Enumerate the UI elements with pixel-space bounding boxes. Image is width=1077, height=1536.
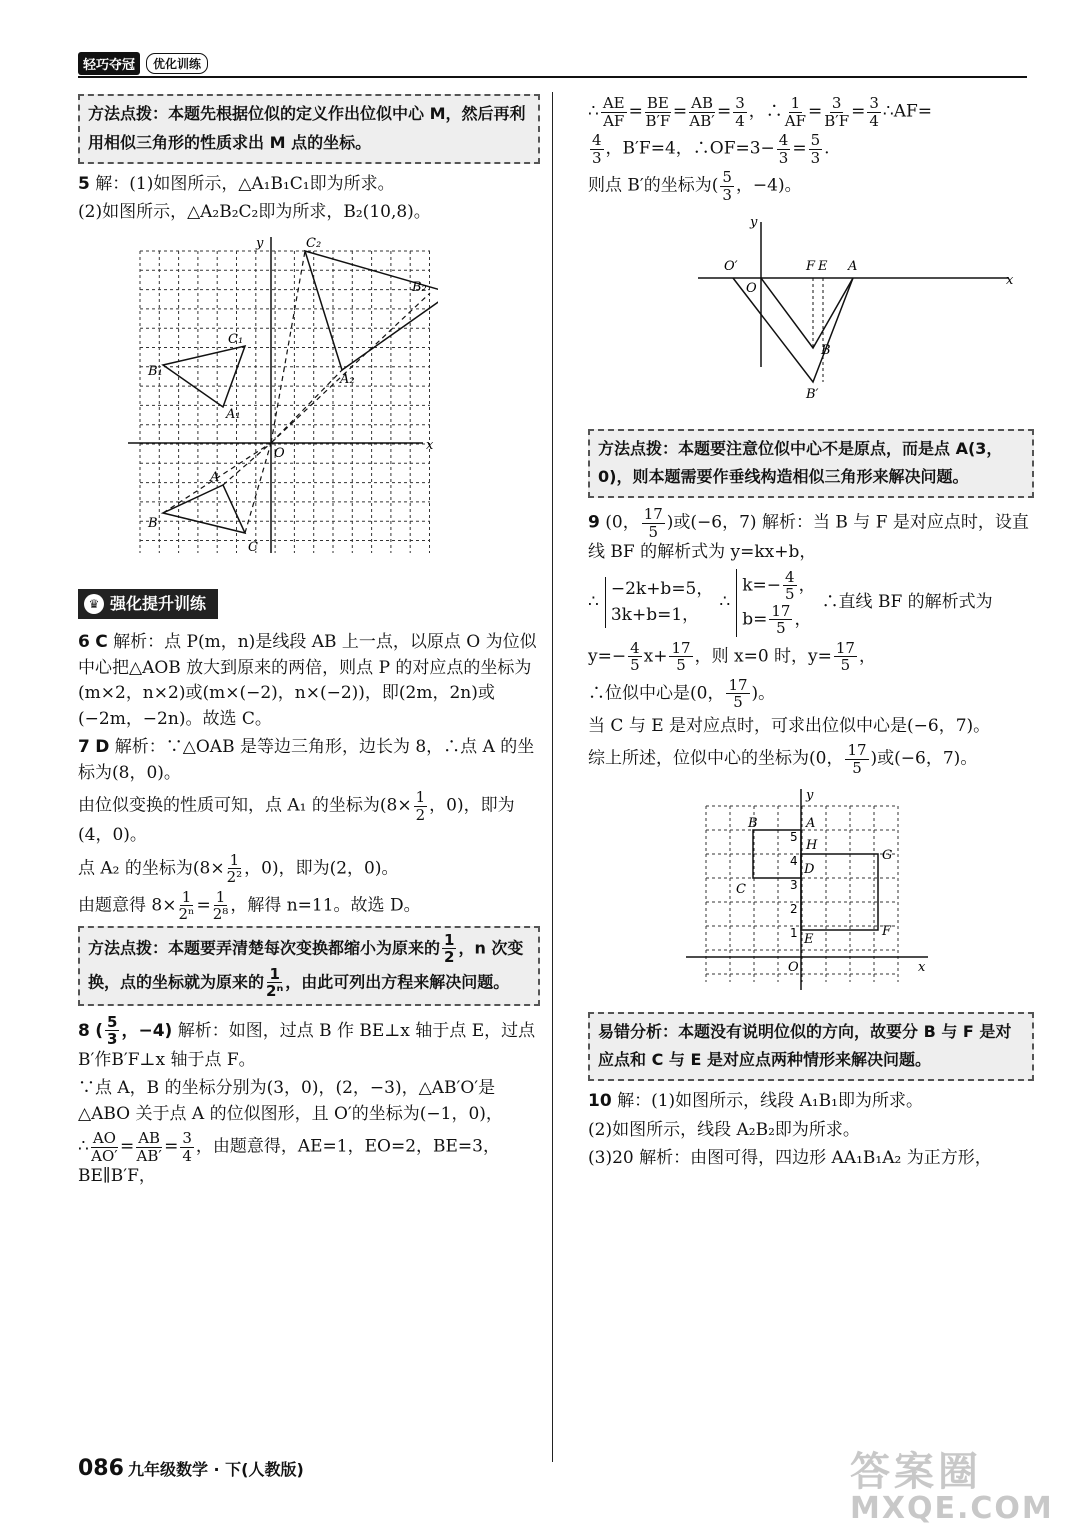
denominator: 2ⁿ <box>266 982 284 1001</box>
q7-line3 <box>78 852 540 886</box>
brand-subtitle: 优化训练 <box>146 53 208 74</box>
k-label: k=− <box>742 575 782 596</box>
r-line2: $\frac{4}{3}$ ，B′F=4，∴OF=3− $\frac{4}{3}$ = $\frac{5}{3}$ . <box>592 131 830 167</box>
fig3-tick-5: 5 <box>790 830 798 845</box>
fraction <box>442 932 456 966</box>
equals: = <box>196 895 211 916</box>
numerator: 17 <box>671 638 691 657</box>
fig3-D: D <box>804 862 815 878</box>
watermark <box>850 1440 1054 1526</box>
section-title <box>78 589 218 619</box>
error-analysis-box: 易错分析：本题没有说明位似的方向，故要分 B 与 F 是对应点和 C 与 E 是对应点两种情形来解决问题。 <box>588 1012 1034 1082</box>
fraction <box>783 569 797 603</box>
q8-answer: ( $\frac{5}{3}$ ，−4) <box>95 1012 173 1049</box>
question-number: 5 <box>78 173 90 194</box>
denominator: B′F <box>645 111 671 130</box>
fig3-O: O <box>788 960 799 976</box>
fig3-tick-1: 1 <box>790 926 798 941</box>
numerator: 17 <box>835 638 855 657</box>
denominator: 5 <box>630 656 640 675</box>
equation-system <box>605 577 714 628</box>
q7-text3b: ，0)，即为(2，0)。 <box>244 858 399 879</box>
numerator: 1 <box>269 964 280 983</box>
fraction <box>769 603 792 637</box>
section-label: 强化提升训练 <box>110 594 207 614</box>
fig1-A2: A₂ <box>340 371 355 387</box>
q9-ans-b: )或(−6，7) <box>666 512 757 533</box>
q6 <box>78 630 540 732</box>
k-solution: k=− $\frac{4}{5}$ ， <box>742 567 816 604</box>
q9-after: ∴直线 BF 的解析式为 <box>821 591 993 612</box>
fig3-y-label: y <box>806 788 814 804</box>
book-title: 九年级数学 · 下(人教版) <box>127 1460 304 1479</box>
q5-text: 解：(1)如图所示，△A₁B₁C₁即为所求。 <box>95 173 395 194</box>
fraction <box>178 889 194 923</box>
fig2-E: E <box>818 259 828 274</box>
numerator: AB <box>691 94 713 112</box>
q9-sum-a: 综上所述，位似中心的坐标为(0， <box>588 748 844 769</box>
q7-line4 <box>78 889 540 923</box>
fraction <box>590 132 604 166</box>
column-divider <box>552 92 553 1462</box>
q9-line1 <box>588 506 1034 566</box>
fraction <box>689 95 715 129</box>
fraction <box>180 1130 194 1164</box>
fig3-H: H <box>806 838 818 854</box>
tip2a: 方法点拨：本题要弄清楚每次变换都缩小为原来的 <box>88 938 441 958</box>
q9-center <box>588 677 1034 711</box>
denominator: AF <box>784 111 807 130</box>
fig1-C2: C₂ <box>306 235 322 251</box>
r-line3-text: 则点 B′的坐标为( <box>588 175 719 196</box>
r-line2-text: ，B′F=4，∴OF=3− <box>605 138 775 159</box>
header-rule <box>78 76 1027 78</box>
denominator: 5 <box>840 656 851 675</box>
eq2: 3k+b=1， <box>610 604 700 625</box>
eq1: −2k+b=5， <box>610 579 714 600</box>
denominator: 2⁸ <box>212 905 229 924</box>
q9-system: ∴ −2k+b=5， 3k+b=1， ∴ k=− $\frac{4}{5}$ ， b= $\frac{17}{5}$ ， ∴直线 BF 的解析式为 <box>588 567 993 638</box>
fig2-y-label: y <box>750 215 758 230</box>
numerator: 4 <box>785 567 795 586</box>
figure-grid-triangles <box>78 235 438 565</box>
fraction <box>785 95 806 129</box>
denominator: 2ⁿ <box>178 905 195 924</box>
question-number: 10 <box>588 1091 612 1112</box>
q10-text1: 解：(1)如图所示，线段 A₁B₁即为所求。 <box>617 1091 923 1112</box>
fraction <box>136 1130 162 1164</box>
numerator: 3 <box>831 94 842 112</box>
numerator: 1 <box>415 788 426 807</box>
fig2-x-label: x <box>1006 273 1014 288</box>
fraction <box>834 640 857 674</box>
denominator: 3 <box>592 148 602 167</box>
r-line1-tail: ∴AF= <box>882 101 933 122</box>
method-tip-box-3: 方法点拨：本题要注意位似中心不是原点，而是点 A(3，0)，则本题需要作垂线构造相似三角形来解决问题。 <box>588 429 1034 499</box>
fig2-B: B <box>821 343 831 358</box>
q7-text1: 解析：∵△OAB 是等边三角形，边长为 8，∴点 A 的坐标为(8，0)。 <box>78 737 535 783</box>
fig3-G: G <box>882 848 893 864</box>
page-number: 086 <box>78 1456 124 1481</box>
fig3-tick-2: 2 <box>790 902 798 917</box>
denominator: AB′ <box>136 1146 162 1165</box>
denominator: B′F <box>824 111 850 130</box>
fraction <box>733 95 747 129</box>
denominator: 3 <box>810 148 821 167</box>
denominator: AB′ <box>689 111 715 130</box>
q7-text2a: 由位似变换的性质可知，点 A₁ 的坐标为(8× <box>78 795 412 816</box>
fraction <box>628 640 642 674</box>
numerator: 4 <box>630 638 640 657</box>
numerator: 17 <box>771 601 791 620</box>
denominator: 5 <box>676 656 686 675</box>
q7-text4a: 由题意得 8× <box>78 895 177 916</box>
q9-line-b: x+ <box>643 646 668 667</box>
fig1-B: B <box>148 515 158 531</box>
numerator: 1 <box>181 887 192 906</box>
method-tip-box: 方法点拨：本题先根据位似的定义作出位似中心 M，然后再利用相似三角形的性质求出 M 点的坐标。 <box>78 94 540 164</box>
fig1-A: A <box>210 469 220 485</box>
q5-line1 <box>78 172 540 198</box>
q7-line2 <box>78 789 540 849</box>
fig2-Bp: B′ <box>806 387 819 402</box>
fraction <box>726 677 749 711</box>
q9-line-a: y=− <box>588 646 627 667</box>
fraction <box>91 1130 118 1164</box>
watermark-bottom: MXQE.COM <box>850 1491 1054 1526</box>
q10-line1 <box>588 1089 1034 1115</box>
fraction <box>105 1014 119 1048</box>
left-column <box>78 92 540 1193</box>
watermark-top: 答案圈 <box>850 1449 982 1495</box>
fraction <box>601 95 627 129</box>
fraction <box>213 889 229 923</box>
fraction <box>824 95 849 129</box>
denominator: 2 <box>415 805 426 824</box>
fraction <box>845 742 868 776</box>
fig1-x-label: x <box>426 437 434 453</box>
tip2c: ，由此可列出方程来解决问题。 <box>285 972 510 992</box>
fig3-tick-4: 4 <box>790 854 798 869</box>
denominator: 2 <box>444 948 455 967</box>
right-column <box>588 92 1034 1175</box>
numerator: 3 <box>182 1129 192 1148</box>
denominator: 5 <box>733 693 743 712</box>
numerator: 4 <box>592 131 602 149</box>
equals: = <box>792 138 807 159</box>
numerator: AE <box>602 94 625 112</box>
fig1-C1: C₁ <box>228 331 244 347</box>
fraction <box>414 789 428 823</box>
fig3-C: C <box>736 882 746 898</box>
q8-line3: ∴ $\frac{AO}{AO'}$ = $\frac{AB}{AB'}$ = $\frac{3}{4}$ ，由题意得，AE=1，EO=2，BE=3，BE∥B′F， <box>78 1129 500 1187</box>
numerator: 4 <box>778 131 789 149</box>
question-number: 9 <box>588 512 600 533</box>
q9-ce: 当 C 与 E 是对应点时，可求出位似中心是(−6，7)。 <box>588 715 991 736</box>
numerator: 17 <box>728 675 748 694</box>
numerator: 3 <box>735 94 745 112</box>
numerator: 5 <box>810 131 821 149</box>
q9-summary <box>588 742 1034 776</box>
fig1-O: O <box>274 445 285 461</box>
r-line1: ∴ $\frac{AE}{AF}$ = $\frac{BE}{B'F}$ = $\frac{AB}{AB'}$ = $\frac{3}{4}$ ，∴ $\frac{1}{AF}$ = $\frac{3}{B'F}$ = $\frac{3}{4}$ ∴AF= <box>588 94 933 130</box>
q10-line2: (2)如图所示，线段 A₂B₂即为所求。 <box>588 1119 860 1140</box>
q8-text3: ，由题意得，AE=1，EO=2，BE=3，BE∥B′F， <box>78 1136 500 1187</box>
q9-text1: 解析：当 B 与 F 是对应点时，设直线 BF 的解析式为 y=kx+b， <box>588 512 1029 563</box>
denominator: 3 <box>778 148 789 167</box>
denominator: 5 <box>648 522 659 541</box>
solution-system <box>736 569 815 637</box>
r-line3 <box>588 169 1034 203</box>
denominator: AF <box>603 111 625 130</box>
numerator: 17 <box>847 741 867 760</box>
page-footer <box>78 1456 304 1481</box>
q7-text3a: 点 A₂ 的坐标为(8× <box>78 858 225 879</box>
fig3-tick-3: 3 <box>790 878 798 893</box>
fig3-A: A <box>806 816 816 832</box>
numerator: 3 <box>869 94 879 112</box>
fraction <box>266 966 283 1000</box>
fig3-B: B <box>748 816 758 832</box>
numerator: 5 <box>107 1012 118 1031</box>
b-solution: b= $\frac{17}{5}$ ， <box>742 601 812 638</box>
denominator: 5 <box>785 585 795 604</box>
denominator: 5 <box>776 619 786 638</box>
q9-line-c: ，则 x=0 时，y= <box>694 646 832 667</box>
fig1-y-label: y <box>256 235 264 251</box>
numerator: BE <box>646 94 669 112</box>
q8-line1 <box>78 1014 540 1074</box>
q7-answer: D <box>95 737 110 758</box>
numerator: 1 <box>790 94 801 112</box>
denominator: 3 <box>722 185 732 204</box>
denominator: AO′ <box>91 1146 118 1165</box>
tip2b: ，n 次变换，点的坐标就为原来的 <box>88 938 524 992</box>
q8-line2: ∵点 A，B 的坐标分别为(3，0)，(2，−3)，△AB′O′是△ABO 关于点 A 的位似图形，且 O′的坐标为(−1，0)， <box>78 1078 503 1124</box>
q9-sum-b: )或(−6，7)。 <box>870 748 978 769</box>
denominator: 4 <box>182 1146 192 1165</box>
fig2-Op: O′ <box>724 259 738 274</box>
r-line3-tail: ，−4)。 <box>735 175 802 196</box>
q9-line-eq: y=− $\frac{4}{5}$ x+ $\frac{17}{5}$ ，则 x=0 时，y= $\frac{17}{5}$ ， <box>588 638 876 675</box>
fraction <box>227 852 243 886</box>
fraction <box>720 169 734 203</box>
numerator: AO <box>92 1129 116 1148</box>
method-tip-box-2 <box>78 926 540 1006</box>
numerator: 1 <box>444 930 455 949</box>
fig2-F: F <box>806 259 816 274</box>
denominator: 3 <box>107 1030 118 1049</box>
fig3-F: F <box>882 924 892 940</box>
figure-squares-grid <box>678 785 938 995</box>
denominator: 2² <box>226 868 243 887</box>
figure-similar-triangles <box>688 212 1018 412</box>
question-number: 7 <box>78 737 90 758</box>
numerator: 1 <box>229 850 240 869</box>
denominator: 4 <box>869 111 879 130</box>
fraction <box>645 95 671 129</box>
q6-answer: C <box>95 632 108 653</box>
crown-icon: ♛ <box>84 594 104 614</box>
q7-text2b: ，0)，即为(4，0)。 <box>78 795 515 846</box>
fig2-A: A <box>848 259 858 274</box>
b-label: b= <box>742 609 768 630</box>
q8-text1: 解析：如图，过点 B 作 BE⊥x 轴于点 E，过点 B′作B′F⊥x 轴于点 F。 <box>78 1020 536 1070</box>
fraction <box>777 132 791 166</box>
fig1-A1: A₁ <box>226 406 241 422</box>
fraction <box>642 506 665 540</box>
question-number: 8 <box>78 1020 90 1041</box>
fraction <box>809 132 823 166</box>
q8-answer-tail: ，−4) <box>121 1020 173 1041</box>
fig3-x-label: x <box>918 960 926 976</box>
brand-logo: 轻巧夺冠 <box>78 52 140 75</box>
q10-line3: (3)20 解析：由图可得，四边形 AA₁B₁A₂ 为正方形， <box>588 1148 992 1169</box>
numerator: 5 <box>722 168 732 186</box>
q9-ans-a: (0， <box>605 512 640 533</box>
q5-line2: (2)如图所示，△A₂B₂C₂即为所求，B₂(10,8)。 <box>78 202 431 223</box>
numerator: 17 <box>643 505 663 524</box>
q7-line1 <box>78 735 540 786</box>
q9-center-b: )。 <box>751 683 776 704</box>
denominator: 4 <box>735 111 745 130</box>
fig1-B1: B₁ <box>148 363 163 379</box>
question-number: 6 <box>78 632 90 653</box>
q7-text4c: ，解得 n=11。故选 D。 <box>230 895 421 916</box>
fig1-B2: B₂ <box>412 279 427 295</box>
numerator: AB <box>138 1129 161 1148</box>
q6-text: 解析：点 P(m，n)是线段 AB 上一点，以原点 O 为位似中心把△AOB 放大到原来的两倍，则点 P 的对应点的坐标为(m×2，n×2)或(m×(−2)，n×(−2))，即(2m，2n)或(−2m，−2n)。故选 C。 <box>78 632 537 729</box>
fraction <box>867 95 881 129</box>
fig2-O: O <box>746 281 757 296</box>
fraction <box>669 640 692 674</box>
q9-center-a: ∴位似中心是(0， <box>588 683 725 704</box>
numerator: 1 <box>215 887 226 906</box>
fig1-C: C <box>248 539 258 555</box>
denominator: 5 <box>852 758 862 777</box>
fig3-E: E <box>804 932 814 948</box>
page-header <box>78 52 208 75</box>
